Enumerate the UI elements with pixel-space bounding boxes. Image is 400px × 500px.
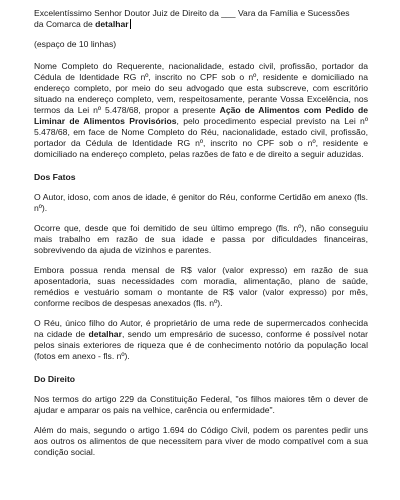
- addressee-comarca-prefix: da Comarca de: [34, 19, 96, 29]
- facts-paragraph-4: [34, 318, 368, 362]
- addressee-comarca-placeholder: detalhar: [95, 19, 129, 29]
- addressee-line-1: [34, 8, 368, 19]
- spacing-note: (espaço de 10 linhas): [34, 39, 117, 49]
- intro-paragraph: [34, 61, 368, 160]
- addressee-text: Excelentíssimo Senhor Doutor Juiz de Direito da ___ Vara da Família e Sucessões: [34, 8, 350, 18]
- addressee-line-2: [34, 19, 368, 30]
- section-heading-facts: Dos Fatos: [34, 172, 76, 182]
- facts-paragraph-2: Ocorre que, desde que foi demitido de seu último emprego (fls. nº), não conseguiu mais trabalho em razão de sua idade e passa por dificuldades financeiras, sobrevivendo da ajuda de vizinhos e parentes.: [34, 223, 368, 255]
- law-paragraph-1: Nos termos do artigo 229 da Constituição Federal, "os filhos maiores têm o dever de ajudar e amparar os pais na velhice, carência ou enfermidade".: [34, 394, 368, 415]
- facts-p4-text-start: O Réu, único filho do Autor, é proprietário de uma rede de supermercados conhecida na cidade de: [34, 318, 368, 339]
- facts-paragraph-3: Embora possua renda mensal de R$ valor (valor expresso) em razão de sua aposentadoria, suas necessidades com moradia, alimentação, plano de saúde, remédios e vestuário somam o montante de R$ valor (valor expresso) por mês, conforme recibos de despesas anexados (fls. nº).: [34, 265, 368, 308]
- law-paragraph-2: Além do mais, segundo o artigo 1.694 do Código Civil, podem os parentes pedir uns aos outros os alimentos de que necessitem para viver de modo compatível com a sua condição social.: [34, 425, 368, 457]
- city-placeholder: detalhar: [88, 329, 122, 339]
- section-heading-law: Do Direito: [34, 374, 76, 384]
- facts-p4-text-end: , sendo um empresário de sucesso, conforme é possível notar pelos sinais exteriores de riqueza que é de conhecimento notório da população local (fotos em anexo - fls. nº).: [34, 329, 369, 361]
- text-cursor: [130, 19, 131, 29]
- intro-text-end: , pelo procedimento especial previsto na Lei nº 5.478/68, em face de Nome Completo do Réu, nacionalidade, estado civil, profissão, portador da Cédula de Identidade RG nº, inscrito no CPF sob o nº, residente e domiciliado na endereço completo, pelas razões de fato e de direito a seguir aduzidas.: [34, 116, 368, 159]
- intro-text-start: Nome Completo do Requerente, nacionalidade, estado civil, profissão, portador da Cédula de Identidade RG nº, inscrito no CPF sob o nº, residente e domiciliado na endereço completo, por meio do seu advogado que esta subscreve, com escritório situado na endereço completo, vem, respeitosamente, perante Vossa Excelência, nos termos da Lei nº 5.478/68, propor a presente: [34, 61, 368, 115]
- facts-paragraph-1: O Autor, idoso, com anos de idade, é genitor do Réu, conforme Certidão em anexo (fls. nº).: [34, 192, 368, 213]
- action-title: Ação de Alimentos com Pedido de Liminar de Alimentos Provisórios: [34, 105, 368, 126]
